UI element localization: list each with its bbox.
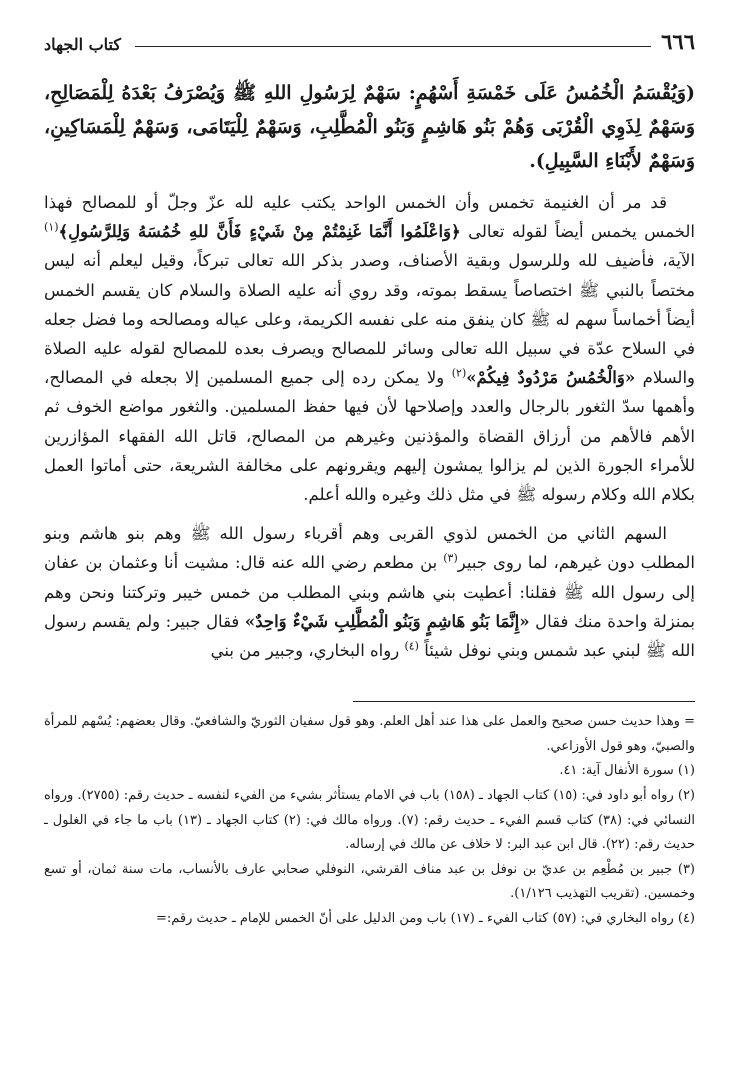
hadith-quote: «وَالْخُمُسُ مَرْدُودٌ فِيكُمْ» — [466, 368, 636, 388]
footnote-1: (١) سورة الأنفال آية: ٤١. — [559, 763, 695, 779]
commentary-paragraph — [44, 188, 695, 509]
commentary — [44, 188, 695, 665]
running-title: كتاب الجهاد — [44, 35, 121, 54]
commentary-paragraph — [44, 519, 695, 665]
hadith-quote: «إِنَّمَا بَنُو هَاشِمٍ وَبَنُو الْمُطَّلِبِ شَيْءٌ وَاحِدٌ» — [244, 611, 530, 631]
text-run: الآية، فأضيف لله وللرسول وبقية الأصناف، وصدر بذكر الله تعالى تبركاً، وقيل ليعلم أنه ليس مختصاً بالنبي ﷺ اختصاصاً يسقط بموته، وقد روي أنه عليه الصلاة والسلام كان يقسم الخمس أيضاً أخماساً سهم له ﷺ كان ينفق منه على نفسه الكريمة، وعلى عياله ومصالحه وما فضل جعله في السلاح عدّة في سبيل الله تعالى وسائر للمصالح ويصرف بعده للمصالح لقوله عليه الصلاة والسلام — [44, 251, 695, 388]
header-rule — [135, 46, 651, 47]
page-header — [44, 28, 695, 54]
quran-quote: ﴿وَاعْلَمُوا أَنَّمَا غَنِمْتُمْ مِنْ شَيْءٍ فَأَنَّ للهِ خُمُسَهُ وَلِلرَّسُولِ﴾ — [58, 222, 461, 242]
footnote-ref: (٤) — [404, 639, 419, 653]
footnote-3: (٣) جبير بن مُطْعِم بن عديّ بن نوفل بن عبد مناف القرشي، النوفلي صحابي عارف بالأنساب، مات سنة ثمان، أو تسع وخمسين. (تقريب التهذيب ١/١٢٦). — [44, 861, 695, 902]
text-run: قد مر أن الغنيمة تخمس وأن الخمس الواحد يكتب عليه لله عزّ وجلّ أو للمصالح فهذا الخمس يخمس أيضاً لقوله تعالى — [44, 193, 695, 242]
footnote-ref: (٢) — [451, 366, 467, 380]
footnote-4: (٤) رواه البخاري في: (٥٧) كتاب الفيء ـ (١٧) باب ومن الدليل على أنّ الخمس للإمام ـ حديث رقم:= — [155, 911, 695, 926]
page-number: ٦٦٦ — [661, 29, 695, 54]
footnote-separator — [353, 701, 695, 702]
footnote-ref: (١) — [44, 220, 59, 234]
text-run: السهم الثاني من الخمس لذوي القربى وهم أقرباء رسول الله ﷺ وهم بنو هاشم وبنو المطلب دون غيرهم، لما روى جبير — [44, 524, 695, 573]
footnote-ref: (٣) — [443, 551, 458, 565]
text-run: ولا يمكن رده إلى جميع المسلمين إلا بجعله في المصالح، وأهمها سدّ الثغور بالرجال والعدد وإصلاحها لأن فيها حفظ المسلمين. والثغور مواضع الخوف ثم الأهم فالأهم من أرزاق القضاة والمؤذنين وغيرهم من المصالح، قاتل الله الفقهاء المؤازرين للأمراء الجورة الذين لم يزالوا يمشون إليهم ويقرونهم على مخالفة الشريعة، حتى أماتوا العمل بكلام الله وكلام رسوله ﷺ في مثل ذلك وغيره والله أعلم. — [44, 368, 695, 505]
text-run: فقال جبير: ولم يقسم رسول الله ﷺ لبني عبد شمس وبني نوفل شيئاً — [44, 611, 695, 661]
footnote-continuation: = وهذا حديث حسن صحيح والعمل على هذا عند أهل العلم. وهو قول سفيان الثوريّ والشافعيّ. وقال بعضهم: يُسْهم للمرأة والصبيّ، وهو قول الأوزاعي. — [44, 714, 695, 754]
footnotes — [44, 710, 695, 931]
matn-text: (وَيُقْسَمُ الْخُمُسُ عَلَى خَمْسَةِ أَسْهُمٍ: سَهْمٌ لِرَسُولِ اللهِ ﷺ وَيُصْرَفُ بَعْدَهُ لِلْمَصَالِحِ، وَسَهْمٌ لِذَوِي الْقُرْبَى وَهُمْ بَنُو هَاشِمٍ وَبَنُو الْمُطَّلِبِ، وَسَهْمٌ لِلْيَتَامَى، وَسَهْمٌ لِلْمَسَاكِينِ، وَسَهْمٌ لأَبْنَاءِ السَّبِيلِ). — [44, 82, 695, 172]
footnote-2: (٢) رواه أبو داود في: (١٥) كتاب الجهاد ـ (١٥٨) باب في الامام يستأثر بشيء من الفيء لنفسه ـ حديث رقم: (٢٧٥٥). ورواه النسائي في: (٣٨) كتاب قسم الفيء ـ حديث رقم: (٧). ورواه مالك في: (٢) كتاب الجهاد ـ (١٣) باب ما جاء في الغلول ـ حديث رقم: (٢٢). قال ابن عبد البر: لا خلاف عن مالك في إرساله. — [44, 788, 695, 853]
text-run: رواه البخاري، وجبير من بني — [210, 641, 405, 661]
text-run: بن مطعم رضي الله عنه قال: مشيت أنا وعثمان بن عفان إلى رسول الله ﷺ فقلنا: أعطيت بني هاشم وبني المطلب من خمس خيبر وتركتنا ونحن وهم بمنزلة واحدة منك فقال — [44, 553, 695, 631]
